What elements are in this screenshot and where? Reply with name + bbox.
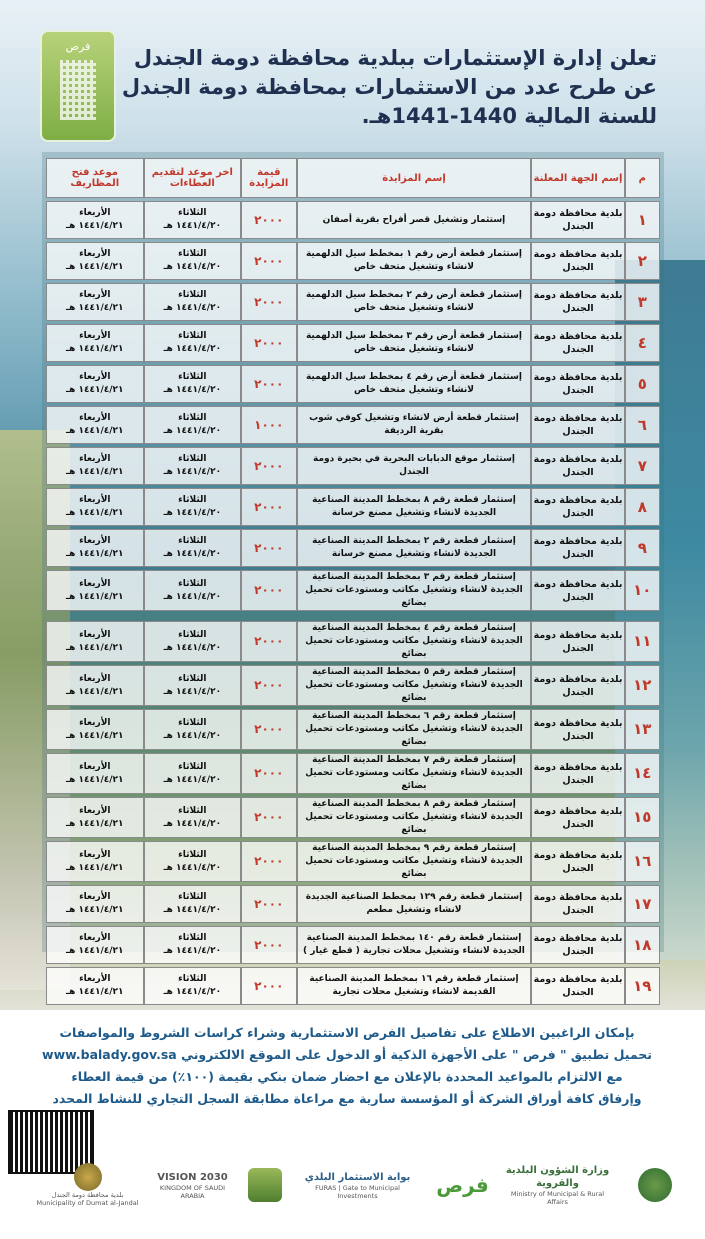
row-deadline <box>144 885 242 923</box>
furas-logo <box>425 1150 500 1220</box>
row-opening-date: ١٤٤١/٤/٢١ هـ <box>66 221 124 231</box>
row-deadline <box>144 283 242 321</box>
vision-2030-logo <box>150 1150 235 1220</box>
table-row <box>46 488 660 526</box>
table-row <box>46 242 660 280</box>
row-opening-day: الأربعاء <box>79 249 111 259</box>
row-opening <box>46 797 144 838</box>
row-deadline-day: الثلاثاء <box>178 413 207 423</box>
furas-wordmark: فرص <box>436 1172 489 1197</box>
row-opening-day: الأربعاء <box>79 578 111 589</box>
row-num: ١٢ <box>625 665 660 706</box>
row-auction-name: إستثمار قطعة أرض لانشاء وتشغيل كوفي شوب بقرية الرديفة <box>297 406 532 444</box>
row-num: ٥ <box>625 365 660 403</box>
row-deadline-date: ١٤٤١/٤/٢٠ هـ <box>163 774 222 785</box>
table-row <box>46 753 660 794</box>
row-auction-name: إستثمار قطعة رقم ٣ بمخطط المدينة الصناعية الجديدة لانشاء وتشغيل مكاتب ومستودعات تحميل بضائع <box>297 570 532 611</box>
row-num: ٨ <box>625 488 660 526</box>
row-value: ٢٠٠٠ <box>241 570 296 611</box>
row-auction-name: إستثمار قطعة أرض رقم ٤ بمخطط سيل الدلهمية لانشاء وتشغيل متحف خاص <box>297 365 532 403</box>
row-entity: بلدية محافظة دومة الجندل <box>531 797 624 838</box>
row-opening <box>46 324 144 362</box>
row-opening-day: الأربعاء <box>79 933 111 943</box>
row-num: ١٦ <box>625 841 660 882</box>
row-value: ٢٠٠٠ <box>241 447 296 485</box>
tower-logo <box>240 1150 290 1220</box>
row-auction-name: إستثمار قطعة رقم ١٦ بمخطط المدينة الصناعية القديمة لانشاء وتشغيل محلات تجارية <box>297 967 532 1005</box>
row-deadline <box>144 570 242 611</box>
header-entity: إسم الجهة المعلنة <box>531 158 624 198</box>
row-value: ٢٠٠٠ <box>241 797 296 838</box>
row-value: ٢٠٠٠ <box>241 841 296 882</box>
header-opening: موعد فتح المظاريف <box>46 158 144 198</box>
row-opening <box>46 406 144 444</box>
app-card-label: فرص <box>65 40 91 53</box>
row-num: ١٨ <box>625 926 660 964</box>
row-opening <box>46 283 144 321</box>
row-deadline-day: الثلاثاء <box>178 629 207 640</box>
row-opening-date: ١٤٤١/٤/٢١ هـ <box>66 642 124 653</box>
row-deadline-date: ١٤٤١/٤/٢٠ هـ <box>163 730 222 741</box>
row-value: ١٠٠٠ <box>241 406 296 444</box>
row-value: ٢٠٠٠ <box>241 885 296 923</box>
row-deadline <box>144 406 242 444</box>
row-opening <box>46 621 144 662</box>
notice-line-4: وإرفاق كافة أوراق الشركة أو المؤسسة سارية مع مراعاة مطابقة السجل التجاري للنشاط المحدد <box>52 1091 642 1106</box>
row-opening-date: ١٤٤١/٤/٢١ هـ <box>66 303 124 313</box>
row-entity: بلدية محافظة دومة الجندل <box>531 283 624 321</box>
row-deadline-date: ١٤٤١/٤/٢٠ هـ <box>163 818 222 829</box>
row-deadline <box>144 967 242 1005</box>
row-opening-day: الأربعاء <box>79 413 111 423</box>
row-deadline-day: الثلاثاء <box>178 208 207 218</box>
portal-name-ar: بوابة الاستثمار البلدي <box>304 1171 411 1183</box>
row-auction-name: إستثمار قطعة رقم ١٤٠ بمخطط المدينة الصناعية الجديدة لانشاء وتشغيل محلات تجارية ( قطع غيار ) <box>297 926 532 964</box>
row-deadline-day: الثلاثاء <box>178 933 207 943</box>
row-auction-name: إستثمار قطعة رقم ٨ بمخطط المدينة الصناعية الجديدة لانشاء وتشغيل مكاتب ومستودعات تحميل بضائع <box>297 797 532 838</box>
row-deadline-day: الثلاثاء <box>178 761 207 772</box>
row-opening-date: ١٤٤١/٤/٢١ هـ <box>66 818 124 829</box>
row-deadline <box>144 841 242 882</box>
row-deadline-day: الثلاثاء <box>178 578 207 589</box>
title-line-3: للسنة المالية 1440-1441هـ. <box>361 104 657 128</box>
row-value: ٢٠٠٠ <box>241 709 296 750</box>
table-gap-cell <box>46 614 660 618</box>
announcement-title <box>97 44 657 131</box>
row-opening <box>46 447 144 485</box>
table-row <box>46 797 660 838</box>
row-entity: بلدية محافظة دومة الجندل <box>531 488 624 526</box>
row-deadline-day: الثلاثاء <box>178 805 207 816</box>
row-opening-day: الأربعاء <box>79 974 111 984</box>
row-entity: بلدية محافظة دومة الجندل <box>531 841 624 882</box>
row-entity: بلدية محافظة دومة الجندل <box>531 529 624 567</box>
row-value: ٢٠٠٠ <box>241 753 296 794</box>
row-opening-date: ١٤٤١/٤/٢١ هـ <box>66 862 124 873</box>
municipality-emblem-icon <box>74 1163 102 1191</box>
row-num: ١٩ <box>625 967 660 1005</box>
row-opening <box>46 201 144 239</box>
row-num: ١٤ <box>625 753 660 794</box>
row-entity: بلدية محافظة دومة الجندل <box>531 665 624 706</box>
row-opening <box>46 665 144 706</box>
table-row <box>46 841 660 882</box>
table-row <box>46 201 660 239</box>
row-deadline <box>144 665 242 706</box>
header-deadline: اخر موعد لتقديم العطاءات <box>144 158 242 198</box>
row-deadline-date: ١٤٤١/٤/٢٠ هـ <box>163 987 222 997</box>
row-entity: بلدية محافظة دومة الجندل <box>531 885 624 923</box>
row-auction-name: إستثمار وتشغيل قصر أفراح بقرية أصفان <box>297 201 532 239</box>
row-num: ٣ <box>625 283 660 321</box>
row-opening <box>46 841 144 882</box>
row-opening-date: ١٤٤١/٤/٢١ هـ <box>66 774 124 785</box>
row-opening-day: الأربعاء <box>79 454 111 464</box>
ministry-name-en: Ministry of Municipal & Rural Affairs <box>510 1190 605 1206</box>
row-opening <box>46 885 144 923</box>
table-row <box>46 709 660 750</box>
row-entity: بلدية محافظة دومة الجندل <box>531 570 624 611</box>
row-num: ١٠ <box>625 570 660 611</box>
table-row <box>46 283 660 321</box>
row-deadline-date: ١٤٤١/٤/٢٠ هـ <box>163 905 222 915</box>
row-deadline-date: ١٤٤١/٤/٢٠ هـ <box>163 591 222 602</box>
row-opening-day: الأربعاء <box>79 536 111 546</box>
row-deadline <box>144 201 242 239</box>
municipality-name-en: Municipality of Dumat al-Jandal <box>36 1199 139 1207</box>
row-deadline-day: الثلاثاء <box>178 974 207 984</box>
row-num: ٩ <box>625 529 660 567</box>
row-deadline-day: الثلاثاء <box>178 536 207 546</box>
row-auction-name: إستثمار قطعة رقم ٤ بمخطط المدينة الصناعية الجديدة لانشاء وتشغيل مكاتب ومستودعات تحميل بضائع <box>297 621 532 662</box>
municipality-logo <box>30 1150 145 1220</box>
ministry-name-ar: وزارة الشؤون البلدية والقروية <box>505 1165 610 1189</box>
row-entity: بلدية محافظة دومة الجندل <box>531 967 624 1005</box>
row-opening-date: ١٤٤١/٤/٢١ هـ <box>66 344 124 354</box>
row-deadline <box>144 926 242 964</box>
row-value: ٢٠٠٠ <box>241 967 296 1005</box>
row-num: ٢ <box>625 242 660 280</box>
row-value: ٢٠٠٠ <box>241 665 296 706</box>
table-row <box>46 365 660 403</box>
row-deadline-day: الثلاثاء <box>178 331 207 341</box>
row-num: ٧ <box>625 447 660 485</box>
row-deadline-date: ١٤٤١/٤/٢٠ هـ <box>163 549 222 559</box>
table-row <box>46 885 660 923</box>
row-auction-name: إستثمار قطعة رقم ٦ بمخطط المدينة الصناعية الجديدة لانشاء وتشغيل مكاتب ومستودعات تحميل بضائع <box>297 709 532 750</box>
row-deadline-day: الثلاثاء <box>178 290 207 300</box>
row-value: ٢٠٠٠ <box>241 926 296 964</box>
row-value: ٢٠٠٠ <box>241 283 296 321</box>
table-row <box>46 926 660 964</box>
row-opening <box>46 926 144 964</box>
row-opening-day: الأربعاء <box>79 208 111 218</box>
table-row <box>46 967 660 1005</box>
row-opening-date: ١٤٤١/٤/٢١ هـ <box>66 686 124 697</box>
row-entity: بلدية محافظة دومة الجندل <box>531 753 624 794</box>
notice-line-1: بإمكان الراغبين الاطلاع على تفاصيل الفرص الاستثمارية وشراء كراسات الشروط والمواصفات <box>59 1025 635 1040</box>
table-gap <box>46 614 660 618</box>
row-opening <box>46 709 144 750</box>
row-opening <box>46 753 144 794</box>
row-opening-date: ١٤٤١/٤/٢١ هـ <box>66 467 124 477</box>
row-num: ٤ <box>625 324 660 362</box>
row-deadline <box>144 529 242 567</box>
table-row <box>46 665 660 706</box>
row-num: ١٧ <box>625 885 660 923</box>
row-entity: بلدية محافظة دومة الجندل <box>531 447 624 485</box>
tower-icon <box>248 1168 282 1202</box>
row-opening-date: ١٤٤١/٤/٢١ هـ <box>66 591 124 602</box>
row-value: ٢٠٠٠ <box>241 324 296 362</box>
row-value: ٢٠٠٠ <box>241 365 296 403</box>
header-name: إسم المزايدة <box>297 158 532 198</box>
notice-text <box>17 1022 677 1110</box>
app-grid-icon <box>60 60 96 120</box>
row-deadline-date: ١٤٤١/٤/٢٠ هـ <box>163 303 222 313</box>
row-deadline-date: ١٤٤١/٤/٢٠ هـ <box>163 862 222 873</box>
row-auction-name: إستثمار قطعة رقم ٢ بمخطط المدينة الصناعية الجديدة لانشاء وتشغيل مصنع خرسانة <box>297 529 532 567</box>
row-opening <box>46 967 144 1005</box>
notice-line-2: تحميل تطبيق " فرص " على الأجهزة الذكية أو الدخول على الموقع الالكتروني www.balady.gov.sa <box>42 1047 652 1062</box>
row-deadline <box>144 709 242 750</box>
table-row <box>46 570 660 611</box>
row-entity: بلدية محافظة دومة الجندل <box>531 406 624 444</box>
row-auction-name: إستثمار قطعة رقم ١٢٩ بمخطط الصناعية الجديدة لانشاء وتشغيل مطعم <box>297 885 532 923</box>
row-entity: بلدية محافظة دومة الجندل <box>531 324 624 362</box>
row-entity: بلدية محافظة دومة الجندل <box>531 201 624 239</box>
vision-subtitle: KINGDOM OF SAUDI ARABIA <box>159 1183 226 1200</box>
row-deadline-date: ١٤٤١/٤/٢٠ هـ <box>163 686 222 697</box>
row-auction-name: إستثمار قطعة رقم ٩ بمخطط المدينة الصناعية الجديدة لانشاء وتشغيل مكاتب ومستودعات تحميل بضائع <box>297 841 532 882</box>
auctions-table <box>46 155 660 1008</box>
row-entity: بلدية محافظة دومة الجندل <box>531 365 624 403</box>
row-deadline-date: ١٤٤١/٤/٢٠ هـ <box>163 508 222 518</box>
row-value: ٢٠٠٠ <box>241 488 296 526</box>
row-opening-date: ١٤٤١/٤/٢١ هـ <box>66 262 124 272</box>
row-deadline <box>144 242 242 280</box>
row-deadline-date: ١٤٤١/٤/٢٠ هـ <box>163 642 222 653</box>
portal-name-en: FURAS | Gate to Municipal Investments <box>315 1183 400 1200</box>
row-opening-date: ١٤٤١/٤/٢١ هـ <box>66 730 124 741</box>
row-num: ١٣ <box>625 709 660 750</box>
row-deadline <box>144 797 242 838</box>
row-opening-day: الأربعاء <box>79 290 111 300</box>
row-opening <box>46 570 144 611</box>
row-deadline-date: ١٤٤١/٤/٢٠ هـ <box>163 262 222 272</box>
row-value: ٢٠٠٠ <box>241 529 296 567</box>
table-row <box>46 621 660 662</box>
row-opening-day: الأربعاء <box>79 717 111 728</box>
row-deadline <box>144 488 242 526</box>
row-num: ١١ <box>625 621 660 662</box>
row-deadline <box>144 753 242 794</box>
row-auction-name: إستثمار قطعة أرض رقم ٢ بمخطط سيل الدلهمية لانشاء وتشغيل متحف خاص <box>297 283 532 321</box>
row-deadline-date: ١٤٤١/٤/٢٠ هـ <box>163 467 222 477</box>
row-opening-day: الأربعاء <box>79 331 111 341</box>
row-deadline-day: الثلاثاء <box>178 372 207 382</box>
row-opening <box>46 488 144 526</box>
row-num: ١٥ <box>625 797 660 838</box>
row-deadline-day: الثلاثاء <box>178 849 207 860</box>
row-auction-name: إستثمار قطعة أرض رقم ١ بمخطط سيل الدلهمية لانشاء وتشغيل متحف خاص <box>297 242 532 280</box>
row-opening-day: الأربعاء <box>79 629 111 640</box>
row-opening-day: الأربعاء <box>79 892 111 902</box>
row-value: ٢٠٠٠ <box>241 201 296 239</box>
row-deadline-day: الثلاثاء <box>178 673 207 684</box>
row-entity: بلدية محافظة دومة الجندل <box>531 242 624 280</box>
table-row <box>46 447 660 485</box>
row-entity: بلدية محافظة دومة الجندل <box>531 621 624 662</box>
saudi-emblem-logo <box>615 1150 695 1220</box>
row-opening-date: ١٤٤١/٤/٢١ هـ <box>66 426 124 436</box>
row-deadline-date: ١٤٤١/٤/٢٠ هـ <box>163 946 222 956</box>
row-opening <box>46 529 144 567</box>
row-auction-name: إستثمار قطعة رقم ٧ بمخطط المدينة الصناعية الجديدة لانشاء وتشغيل مكاتب ومستودعات تحميل بضائع <box>297 753 532 794</box>
row-opening-day: الأربعاء <box>79 849 111 860</box>
row-deadline-day: الثلاثاء <box>178 892 207 902</box>
row-value: ٢٠٠٠ <box>241 242 296 280</box>
row-opening-day: الأربعاء <box>79 372 111 382</box>
vision-title: VISION 2030 <box>157 1171 228 1183</box>
row-opening-day: الأربعاء <box>79 495 111 505</box>
title-line-2: عن طرح عدد من الاستثمارات بمحافظة دومة الجندل <box>121 75 657 99</box>
row-deadline <box>144 365 242 403</box>
table-row <box>46 324 660 362</box>
row-deadline-day: الثلاثاء <box>178 495 207 505</box>
row-deadline-day: الثلاثاء <box>178 454 207 464</box>
row-opening-date: ١٤٤١/٤/٢١ هـ <box>66 385 124 395</box>
row-opening-date: ١٤٤١/٤/٢١ هـ <box>66 508 124 518</box>
notice-line-3: مع الالتزام بالمواعيد المحددة بالإعلان مع احضار ضمان بنكي بقيمة (١٠٠٪) من قيمة العطاء <box>71 1069 623 1084</box>
row-opening <box>46 365 144 403</box>
row-deadline-day: الثلاثاء <box>178 717 207 728</box>
row-opening-day: الأربعاء <box>79 761 111 772</box>
row-deadline <box>144 324 242 362</box>
portal-logo <box>295 1150 420 1220</box>
municipality-name-ar: بلدية محافظة دومة الجندل <box>51 1191 124 1199</box>
row-deadline <box>144 621 242 662</box>
row-opening-date: ١٤٤١/٤/٢١ هـ <box>66 946 124 956</box>
row-entity: بلدية محافظة دومة الجندل <box>531 709 624 750</box>
row-deadline <box>144 447 242 485</box>
header-num: م <box>625 158 660 198</box>
row-deadline-date: ١٤٤١/٤/٢٠ هـ <box>163 385 222 395</box>
row-value: ٢٠٠٠ <box>241 621 296 662</box>
ministry-logo <box>505 1150 610 1220</box>
row-deadline-date: ١٤٤١/٤/٢٠ هـ <box>163 344 222 354</box>
row-auction-name: إستثمار قطعة رقم ٥ بمخطط المدينة الصناعية الجديدة لانشاء وتشغيل مكاتب ومستودعات تحميل بضائع <box>297 665 532 706</box>
row-entity: بلدية محافظة دومة الجندل <box>531 926 624 964</box>
row-opening-day: الأربعاء <box>79 673 111 684</box>
row-opening <box>46 242 144 280</box>
row-auction-name: إستثمار موقع الدبابات البحرية في بحيرة دومة الجندل <box>297 447 532 485</box>
table-header-row <box>46 158 660 198</box>
header-value: قيمة المزايدة <box>241 158 296 198</box>
table-row <box>46 529 660 567</box>
title-line-1: تعلن إدارة الإستثمارات ببلدية محافظة دومة الجندل <box>133 46 657 70</box>
row-opening-date: ١٤٤١/٤/٢١ هـ <box>66 549 124 559</box>
row-deadline-date: ١٤٤١/٤/٢٠ هـ <box>163 221 222 231</box>
palm-swords-icon <box>638 1168 672 1202</box>
row-num: ٦ <box>625 406 660 444</box>
row-deadline-day: الثلاثاء <box>178 249 207 259</box>
row-opening-date: ١٤٤١/٤/٢١ هـ <box>66 987 124 997</box>
row-auction-name: إستثمار قطعة رقم ٨ بمخطط المدينة الصناعية الجديدة لانشاء وتشغيل مصنع خرسانة <box>297 488 532 526</box>
row-num: ١ <box>625 201 660 239</box>
table-row <box>46 406 660 444</box>
row-auction-name: إستثمار قطعة أرض رقم ٣ بمخطط سيل الدلهمية لانشاء وتشغيل متحف خاص <box>297 324 532 362</box>
row-opening-date: ١٤٤١/٤/٢١ هـ <box>66 905 124 915</box>
row-opening-day: الأربعاء <box>79 805 111 816</box>
row-deadline-date: ١٤٤١/٤/٢٠ هـ <box>163 426 222 436</box>
